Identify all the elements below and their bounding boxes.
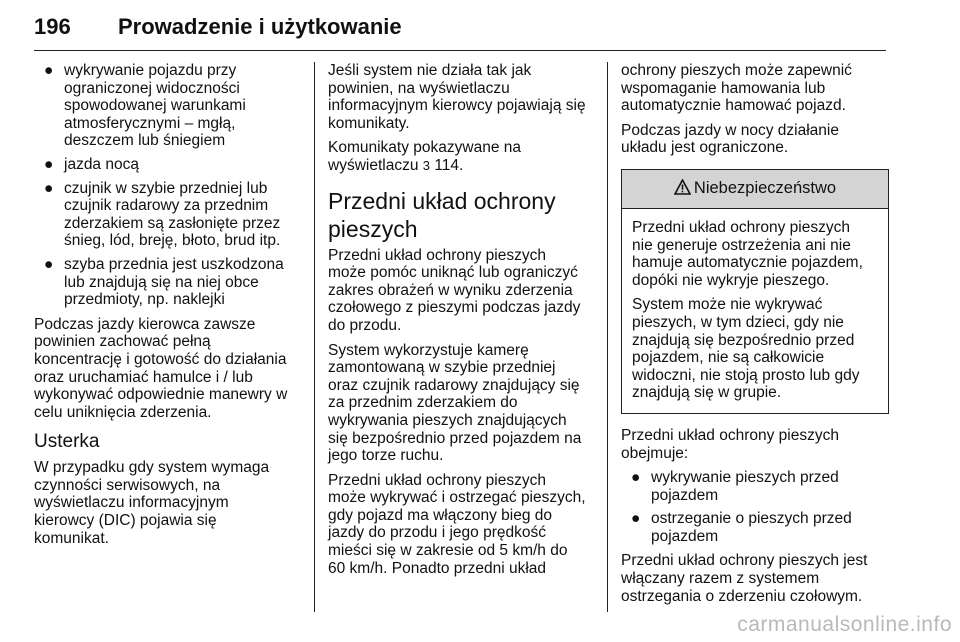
paragraph: W przypadku gdy system wymaga czynności serwisowych, na wyświetlaczu informacyjnym kierowcy (DIC) pojawia się komunikat. <box>34 459 270 547</box>
paragraph: Podczas jazdy w nocy działanie układu jest ograniczone. <box>621 121 839 157</box>
warning-header <box>622 170 888 209</box>
section-heading-usterka: Usterka <box>34 431 100 453</box>
page-header <box>34 8 886 51</box>
warning-triangle-icon <box>674 179 691 200</box>
paragraph: Przedni układ ochrony pieszych może wykrywać i ostrzegać pieszych, gdy pojazd ma włączony bieg do jazdy do przodu i jego prędkość mieści się w zakresie od 5 km/h do 60 km/h. Ponadto przedni układ <box>328 471 586 577</box>
feature-list <box>621 469 889 545</box>
list-item: ● wykrywanie pieszych przed pojazdem <box>631 469 839 504</box>
column-divider <box>314 62 315 612</box>
danger-warning-box <box>621 169 889 414</box>
list-item: ● ostrzeganie o pieszych przed pojazdem <box>631 510 852 545</box>
page-title: Prowadzenie i użytkowanie <box>118 14 402 39</box>
section-heading-pedestrian-protection: Przedni układ ochrony pieszych <box>328 187 556 242</box>
watermark: carmanualsonline.info <box>737 613 952 636</box>
bullet-icon: ● <box>44 255 54 273</box>
paragraph: System może nie wykrywać pieszych, w tym dzieci, gdy nie znajdują się bezpośrednio przed pojazdem, nie są całkowicie widoczni, nie stoją prosto lub gdy znajdują się w grupie. <box>632 296 860 402</box>
column-1 <box>34 62 302 554</box>
page-number: 196 <box>34 14 71 39</box>
condition-list <box>34 62 302 309</box>
warning-body <box>622 209 888 413</box>
bullet-icon: ● <box>631 510 641 528</box>
paragraph: ochrony pieszych może zapewnić wspomaganie hamowania lub automatycznie hamować pojazd. <box>621 62 852 115</box>
list-item: ● szyba przednia jest uszkodzona lub znajdują się na niej obce przedmioty, np. naklejki <box>44 255 284 309</box>
warning-title: Niebezpieczeństwo <box>693 179 837 198</box>
bullet-icon: ● <box>631 469 641 487</box>
paragraph: Przedni układ ochrony pieszych jest włączany razem z systemem ostrzegania o zderzeniu czołowym. <box>621 552 868 605</box>
paragraph: Przedni układ ochrony pieszych obejmuje: <box>621 426 839 462</box>
column-divider <box>607 62 608 612</box>
paragraph: Przedni układ ochrony pieszych może pomóc uniknąć lub ograniczyć zakres obrażeń w wyniku zderzenia czołowego z pieszymi podczas jazdy do przodu. <box>328 246 581 334</box>
bullet-icon: ● <box>44 155 54 173</box>
paragraph: System wykorzystuje kamerę zamontowaną w szybie przedniej oraz czujnik radarowy znajdujący się za przednim zderzakiem do wykrywania pieszych znajdujących się bezpośrednio przed pojazdem na jego torze ruchu. <box>328 341 582 465</box>
paragraph-with-reference: Komunikaty pokazywane na wyświetlaczu 3 114. <box>328 139 522 174</box>
page-reference[interactable]: 114. <box>434 156 464 174</box>
paragraph: Jeśli system nie działa tak jak powinien, na wyświetlaczu informacyjnym kierowcy pojawiają się komunikaty. <box>328 62 586 132</box>
paragraph: Przedni układ ochrony pieszych nie generuje ostrzeżenia ani nie hamuje automatycznie pojazdem, dopóki nie wykryje pieszego. <box>632 218 863 289</box>
list-item: ● wykrywanie pojazdu przy ograniczonej widoczności spowodowanej warunkami atmosferycznymi – mgłą, deszczem lub śniegiem <box>44 62 246 150</box>
paragraph: Podczas jazdy kierowca zawsze powinien zachować pełną koncentrację i gotowość do działania oraz uruchamiać hamulce i / lub wykonywać odpowiednie manewry w celu uniknięcia zderzenia. <box>34 315 288 421</box>
column-2 <box>328 62 596 584</box>
bullet-icon: ● <box>44 62 54 79</box>
list-item: ● jazda nocą <box>44 155 139 173</box>
bullet-icon: ● <box>44 179 54 197</box>
list-item: ● czujnik w szybie przedniej lub czujnik radarowy za przednim zderzakiem są zasłonięte przez śnieg, lód, breję, błoto, brud itp. <box>44 179 281 250</box>
page-reference-icon: 3 <box>422 157 430 173</box>
column-3 <box>621 62 889 612</box>
